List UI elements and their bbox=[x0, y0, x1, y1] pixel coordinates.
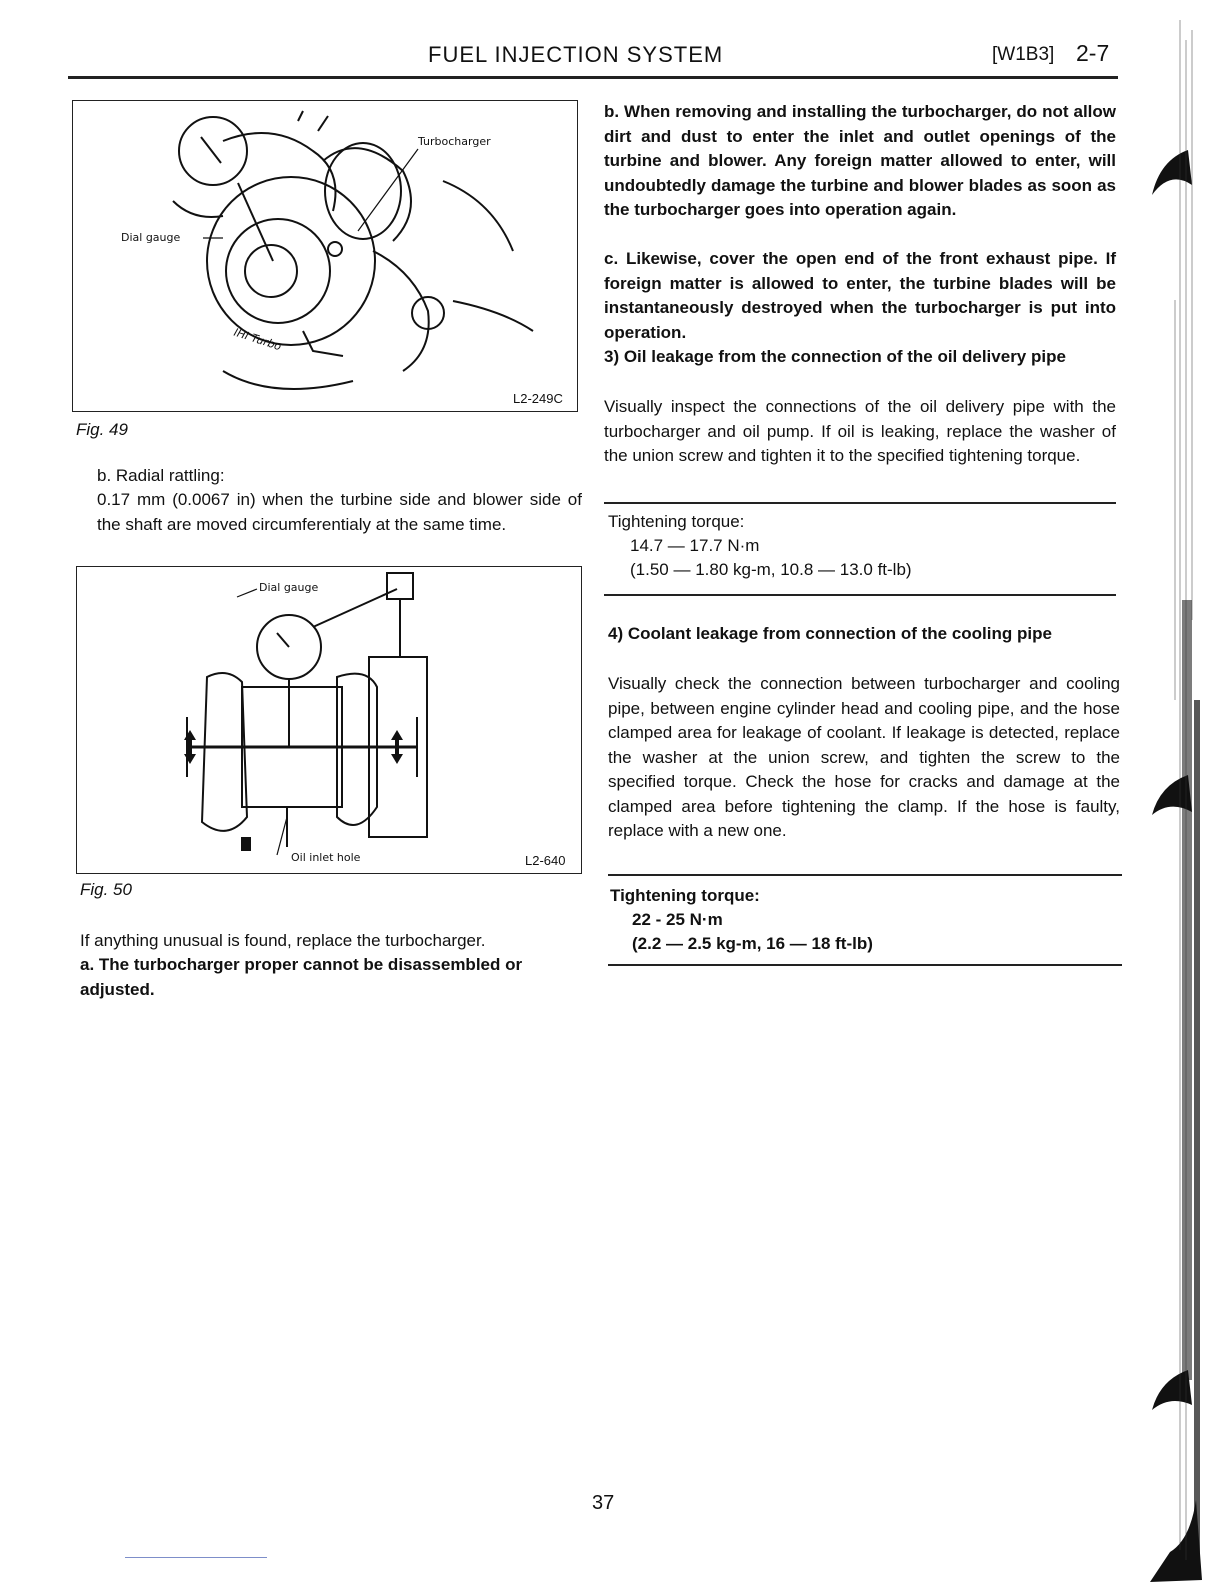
radial-rattling-heading: b. Radial rattling: bbox=[97, 466, 225, 485]
item-4-heading: 4) Coolant leakage from connection of the cooling pipe bbox=[608, 624, 1052, 643]
torque-2-top-rule bbox=[608, 874, 1122, 876]
radial-rattling-text: 0.17 mm (0.0067 in) when the turbine side and blower side of the shaft are moved circumferentialy at the same time. bbox=[97, 490, 582, 534]
torque-1-bottom-rule bbox=[604, 594, 1116, 596]
label-oil-inlet-hole: Oil inlet hole bbox=[291, 851, 361, 864]
item-4-text: Visually check the connection between turbocharger and cooling pipe, between engine cylinder head and cooling pipe, and the hose clamped area for leakage of coolant. If leakage is detected, replace the washer at the union screw, and tighten the screw to the specified torque. Check the hose for cracks and damage at the clamped area before tightening the clamp. If the hose is faulty, replace with a new one. bbox=[608, 674, 1120, 840]
note-b: b. When removing and installing the turbocharger, do not allow dirt and dust to enter the inlet and outlet openings of the turbine and blower. Any foreign matter allowed to enter, will undoubtedly damage the turbine and blower blades as soon as the turbocharger goes into operation again. bbox=[604, 102, 1116, 219]
label-dial-gauge: Dial gauge bbox=[121, 231, 181, 244]
torque-1-label: Tightening torque: bbox=[608, 512, 745, 531]
header-rule bbox=[68, 76, 1118, 79]
note-a: a. The turbocharger proper cannot be disassembled or adjusted. bbox=[80, 955, 523, 999]
torque-1-alt: (1.50 — 1.80 kg-m, 10.8 — 13.0 ft-lb) bbox=[630, 560, 912, 579]
section-page-ref: 2-7 bbox=[1076, 40, 1110, 66]
figure-49 bbox=[72, 100, 578, 412]
torque-1-top-rule bbox=[604, 502, 1116, 504]
scan-edge-marks bbox=[1130, 0, 1224, 1584]
torque-2-label: Tightening torque: bbox=[610, 886, 760, 905]
torque-2-nm: 22 - 25 N·m bbox=[632, 910, 723, 929]
item-3-heading: 3) Oil leakage from the connection of the oil delivery pipe bbox=[604, 347, 1066, 366]
section-code: [W1B3] bbox=[992, 44, 1055, 65]
label-turbocharger: Turbocharger bbox=[418, 135, 491, 148]
torque-2-bottom-rule bbox=[608, 964, 1122, 966]
page-header-title: FUEL INJECTION SYSTEM bbox=[428, 42, 724, 67]
replace-turbocharger-text: If anything unusual is found, replace the turbocharger. bbox=[80, 931, 486, 950]
note-c: c. Likewise, cover the open end of the front exhaust pipe. If foreign matter is allowed to enter, the turbine blades will be instantaneously destroyed when the turbocharger is put into operation. bbox=[604, 249, 1116, 342]
turbocharger-dial-gauge-illustration bbox=[73, 101, 577, 411]
torque-spec-1 bbox=[608, 510, 1108, 582]
figure-49-caption: Fig. 49 bbox=[76, 420, 128, 439]
figure-code: L2-249C bbox=[513, 391, 563, 406]
label-dial-gauge: Dial gauge bbox=[259, 581, 319, 594]
figure-50-caption: Fig. 50 bbox=[80, 880, 132, 899]
torque-1-nm: 14.7 — 17.7 N·m bbox=[630, 536, 760, 555]
footer-line bbox=[125, 1557, 267, 1558]
figure-50 bbox=[76, 566, 582, 874]
item-3-text: Visually inspect the connections of the oil delivery pipe with the turbocharger and oil pump. If oil is leaking, replace the washer of the union screw and tighten it to the specified tightening torque. bbox=[604, 397, 1116, 465]
turbocharger-cross-section-illustration bbox=[77, 567, 581, 873]
label-ihi-turbo: IHI Turbo bbox=[232, 325, 283, 354]
page-number: 37 bbox=[592, 1492, 615, 1514]
torque-2-alt: (2.2 — 2.5 kg-m, 16 — 18 ft-lb) bbox=[632, 934, 873, 953]
figure-code: L2-640 bbox=[525, 853, 566, 868]
torque-spec-2 bbox=[610, 884, 1110, 956]
